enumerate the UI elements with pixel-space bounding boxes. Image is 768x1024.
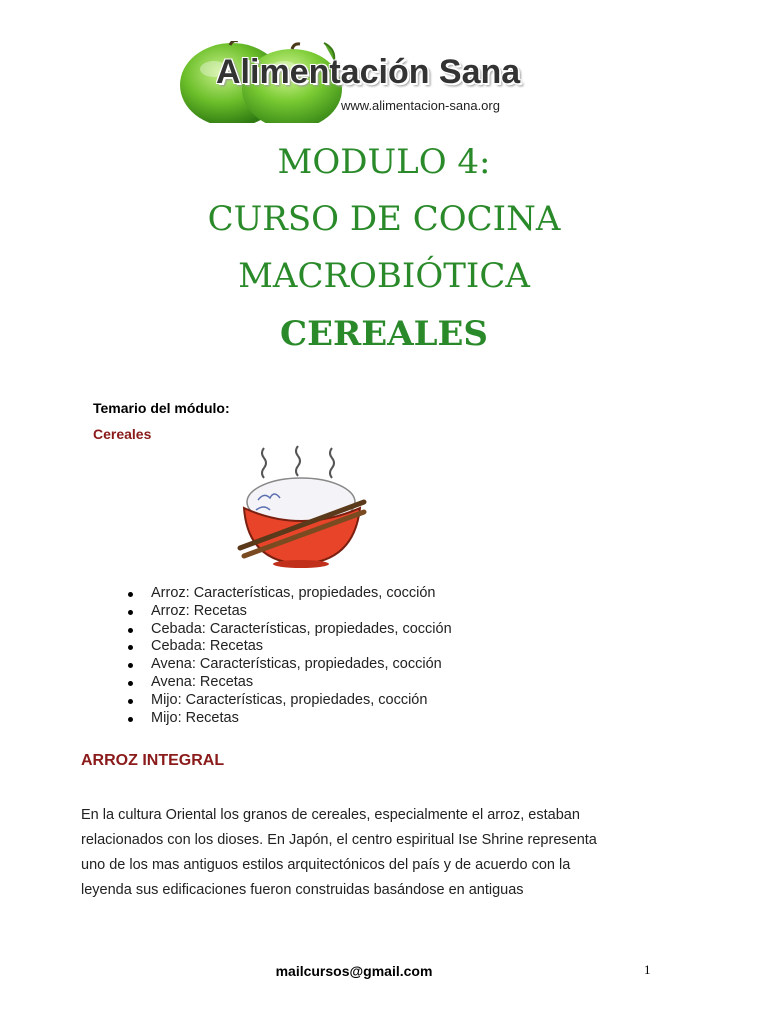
list-item: Arroz: Recetas [126,603,452,621]
paragraph-line: relacionados con los dioses. En Japón, el centro espiritual Ise Shrine representa [81,832,597,848]
temario-subtitle: Cereales [93,426,152,442]
rice-bowl-chopsticks-icon [234,444,368,570]
list-item: Cebada: Características, propiedades, cocción [126,621,452,639]
temario-label: Temario del módulo: [93,400,230,416]
module-title: MODULO 4: [277,142,491,182]
page-number: 1 [644,962,651,977]
list-item: Arroz: Características, propiedades, cocción [126,585,452,603]
list-item: Mijo: Características, propiedades, cocción [126,692,452,710]
section-paragraph [81,803,681,903]
paragraph-line: uno de los mas antiguos estilos arquitectónicos del país y de acuerdo con la [81,857,571,873]
paragraph-line: leyenda sus edificaciones fueron construidas basándose en antiguas [81,882,524,898]
logo-url[interactable]: www.alimentacion-sana.org [341,98,500,113]
topic-title: CEREALES [280,314,488,354]
list-item: Cebada: Recetas [126,638,452,656]
list-item: Mijo: Recetas [126,710,452,728]
section-heading: ARROZ INTEGRAL [81,752,225,769]
list-item: Avena: Características, propiedades, cocción [126,656,452,674]
logo-title: Alimentación Sana [216,53,521,91]
footer-email[interactable]: mailcursos@gmail.com [275,963,433,979]
topics-list [126,585,452,727]
paragraph-line: En la cultura Oriental los granos de cereales, especialmente el arroz, estaban [81,807,580,823]
alimentacion-sana-logo[interactable] [174,41,558,123]
course-title: CURSO DE COCINA [207,199,561,239]
list-item: Avena: Recetas [126,674,452,692]
course-subtitle: MACROBIÓTICA [238,256,530,296]
